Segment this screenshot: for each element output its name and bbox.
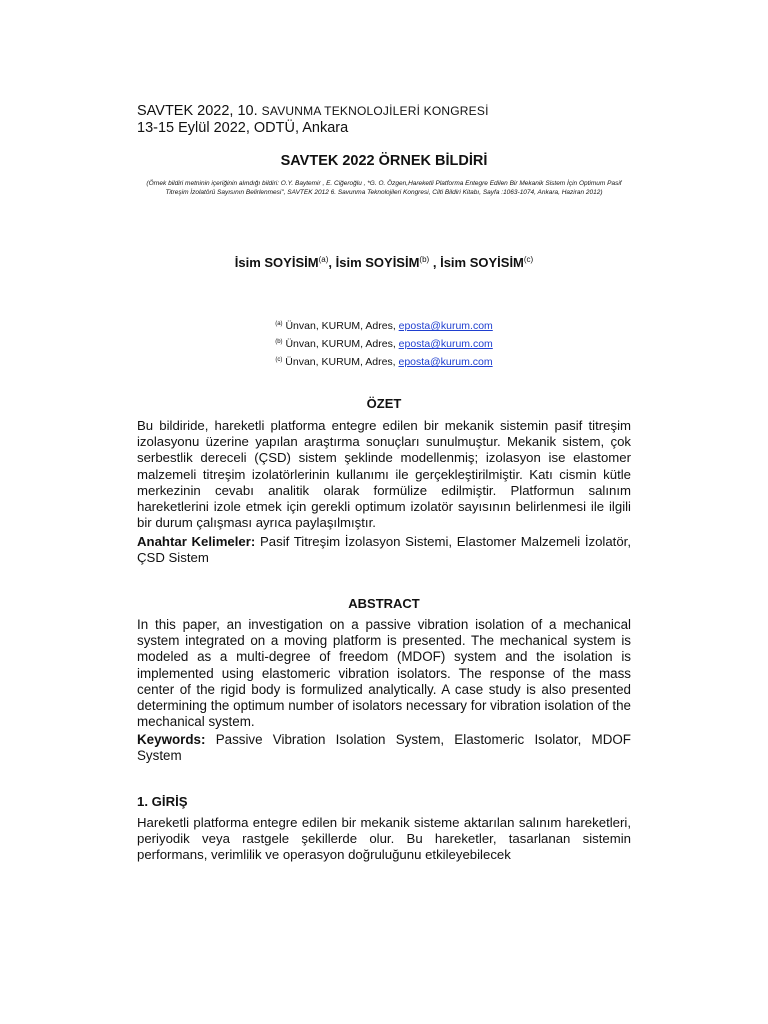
abstract-keywords-text: Passive Vibration Isolation System, Elastomeric Isolator, MDOF System	[137, 732, 631, 764]
ozet-keywords	[137, 534, 631, 566]
author-list	[0, 255, 768, 270]
abstract-keywords	[137, 732, 631, 764]
ozet-body: Bu bildiride, hareketli platforma entegre edilen bir mekanik sistemin pasif titreşim izolasyonu üzerine yapılan araştırma sonuçları sunulmuştur. Mekanik sistem, çok serbestlik dereceli (ÇSD) sistem şeklinde modellenmiş; izolasyon ise elastomer malzemeli titreşim izolatörlerinin kullanımı ile gerçekleştirilmiştir. Katı cismin kütle merkezinin cevabı analitik olarak formülize edilmiştir. Platformun salınım hareketlerini izole etmek için gerekli optimum izolatör sayısının belirlenmesi ile ilgili bir durum çalışması ayrıca paylaşılmıştır.	[137, 418, 631, 531]
source-citation: (Örnek bildiri metninin içeriğinin alındığı bildiri: O.Y. Baytemir , E. Ciğeroğlu , *G. O. Özgen,Hareketli Platforma Entegre Edilen Bir Mekanik Sistem İçin Optimum Pasif Titreşim İzolatörü Sayısının Belirlenmesi", SAVTEK 2012 6. Savunma Teknolojileri Kongresi, Cilti Bildiri Kitabı, Sayfa :1063-1074, Ankara, Haziran 2012)	[146, 180, 622, 196]
author-mark: (b)	[419, 255, 430, 264]
affiliation-mark: (b)	[275, 339, 283, 345]
author-separator: ,	[328, 255, 332, 270]
conference-date-place: 13-15 Eylül 2022, ODTÜ, Ankara	[137, 120, 349, 136]
affiliation-text: Ünvan, KURUM, Adres,	[285, 356, 399, 368]
affiliation-item	[0, 317, 768, 335]
ozet-heading: ÖZET	[366, 396, 402, 411]
introduction-heading: 1. GİRİŞ	[137, 794, 188, 809]
author-name: İsim SOYİSİM	[440, 255, 524, 270]
author-name: İsim SOYİSİM	[234, 255, 319, 270]
abstract-heading: ABSTRACT	[348, 596, 420, 611]
affiliation-mark: (a)	[275, 321, 283, 327]
ozet-keywords-label: Anahtar Kelimeler:	[137, 534, 256, 549]
affiliation-email-link[interactable]: eposta@kurum.com	[398, 338, 493, 350]
introduction-body: Hareketli platforma entegre edilen bir mekanik sisteme aktarılan salınım hareketleri, periyodik veya rastgele şekillerde olur. Bu hareketler, tasarlanan sistemin performans, verimlilik ve operasyon doğruluğunu etkileyebilecek	[137, 815, 631, 863]
abstract-body: In this paper, an investigation on a passive vibration isolation of a mechanical system integrated on a moving platform is presented. The mechanical system is modeled as a multi-degree of freedom (MDOF) system and the isolation is implemented using elastomeric vibration isolators. The response of the mass center of the rigid body is formulized analytically. A case study is also presented determining the optimum number of isolators necessary for vibration isolation of the mechanical system.	[137, 617, 631, 730]
paper-title: SAVTEK 2022 ÖRNEK BİLDİRİ	[280, 153, 488, 169]
ozet-keywords-text: Pasif Titreşim İzolasyon Sistemi, Elastomer Malzemeli İzolatör, ÇSD Sistem	[137, 534, 632, 566]
affiliation-mark: (c)	[275, 357, 283, 363]
conference-header-line1	[137, 103, 489, 120]
affiliation-list	[0, 317, 768, 371]
affiliation-text: Ünvan, KURUM, Adres,	[285, 338, 399, 350]
affiliation-email-link[interactable]: eposta@kurum.com	[398, 356, 493, 368]
affiliation-item	[0, 335, 768, 353]
author-mark: (c)	[523, 255, 534, 264]
author-name: İsim SOYİSİM	[335, 255, 420, 270]
conference-name: SAVUNMA TEKNOLOJİLERİ KONGRESİ	[261, 104, 489, 118]
affiliation-email-link[interactable]: eposta@kurum.com	[398, 320, 493, 332]
abstract-keywords-label: Keywords:	[137, 732, 206, 747]
conference-header	[137, 103, 489, 137]
author-mark: (a)	[318, 255, 329, 264]
author-separator: ,	[432, 255, 437, 270]
conference-edition: SAVTEK 2022, 10.	[137, 103, 258, 119]
affiliation-item	[0, 353, 768, 371]
affiliation-text: Ünvan, KURUM, Adres,	[285, 320, 399, 332]
